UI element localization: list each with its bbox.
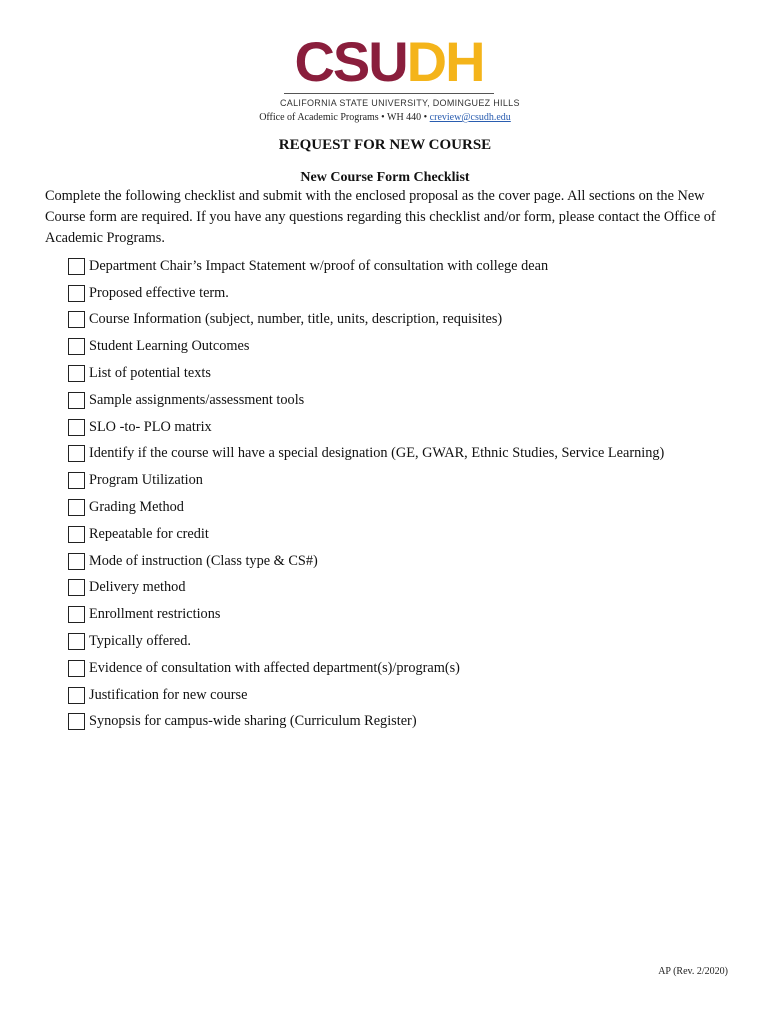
csudh-logo: [280, 30, 520, 108]
checklist-item-label: Identify if the course will have a special designation (GE, GWAR, Ethnic Studies, Service Learning): [89, 445, 665, 462]
checklist-item-label: Repeatable for credit: [89, 525, 209, 542]
checklist-item-label: Department Chair’s Impact Statement w/proof of consultation with college dean: [89, 257, 549, 274]
logo-csu-text: CSU: [294, 30, 407, 93]
logo-dh-text: DH: [406, 30, 484, 93]
checkbox[interactable]: [68, 687, 85, 704]
checkbox[interactable]: [68, 311, 85, 328]
checklist-item: [68, 494, 728, 521]
checklist-item: [68, 655, 728, 682]
checklist-item-label: SLO -to- PLO matrix: [89, 418, 212, 435]
page-title: REQUEST FOR NEW COURSE: [278, 137, 492, 153]
logo-wordmark: [280, 30, 498, 93]
logo-divider: [284, 93, 494, 94]
checklist-item: [68, 628, 728, 655]
checklist-item-label: Delivery method: [89, 579, 186, 596]
checklist-item-label: Course Information (subject, number, title, units, description, requisites): [89, 311, 503, 328]
checklist-item-label: Grading Method: [89, 499, 184, 516]
office-email-link[interactable]: creview@csudh.edu: [429, 112, 511, 123]
checklist-item: [68, 253, 728, 280]
checklist-item-label: Synopsis for campus-wide sharing (Curriculum Register): [89, 713, 417, 730]
checklist-item: [68, 387, 728, 414]
checkbox[interactable]: [68, 365, 85, 382]
checkbox[interactable]: [68, 579, 85, 596]
checklist-item: [68, 467, 728, 494]
checkbox[interactable]: [68, 419, 85, 436]
checkbox[interactable]: [68, 392, 85, 409]
checklist-item-label: Evidence of consultation with affected department(s)/program(s): [89, 659, 460, 676]
checklist-item-label: Typically offered.: [89, 633, 191, 650]
checklist-item-label: Justification for new course: [89, 686, 248, 703]
checklist-item-label: Sample assignments/assessment tools: [89, 391, 305, 408]
checkbox[interactable]: [68, 445, 85, 462]
checkbox[interactable]: [68, 258, 85, 275]
checkbox[interactable]: [68, 606, 85, 623]
checklist-item-label: List of potential texts: [89, 365, 211, 382]
checkbox[interactable]: [68, 553, 85, 570]
checklist-item-label: Student Learning Outcomes: [89, 338, 250, 355]
logo-university-name: CALIFORNIA STATE UNIVERSITY, DOMINGUEZ HILLS: [280, 98, 520, 108]
checklist-item-label: Proposed effective term.: [89, 284, 229, 301]
checklist-item: [68, 307, 728, 334]
checklist-item: [68, 360, 728, 387]
checkbox[interactable]: [68, 472, 85, 489]
checklist-item: [68, 414, 728, 441]
checklist-item: [68, 575, 728, 602]
checkbox[interactable]: [68, 713, 85, 730]
checklist-item: [68, 682, 728, 709]
checkbox[interactable]: [68, 526, 85, 543]
checkbox[interactable]: [68, 633, 85, 650]
checkbox[interactable]: [68, 338, 85, 355]
office-contact-line: [0, 112, 770, 123]
checklist-item: [68, 280, 728, 307]
checklist: [68, 253, 728, 735]
checklist-heading: New Course Form Checklist: [300, 170, 470, 185]
checkbox[interactable]: [68, 499, 85, 516]
revision-footer: AP (Rev. 2/2020): [658, 966, 728, 977]
checkbox[interactable]: [68, 285, 85, 302]
checklist-item-label: Program Utilization: [89, 472, 203, 489]
checkbox[interactable]: [68, 660, 85, 677]
checklist-item: [68, 441, 728, 468]
checklist-item: [68, 333, 728, 360]
checklist-item: [68, 601, 728, 628]
office-info-text: Office of Academic Programs • WH 440 •: [259, 112, 430, 123]
checklist-item: [68, 709, 728, 736]
checklist-item: [68, 521, 728, 548]
checklist-item: [68, 548, 728, 575]
checklist-item-label: Mode of instruction (Class type & CS#): [89, 552, 318, 569]
checklist-item-label: Enrollment restrictions: [89, 606, 221, 623]
instructions-paragraph: Complete the following checklist and submit with the enclosed proposal as the cover page. All sections on the New Course form are required. If you have any questions regarding this checklist and/or form, please contact the Office of Academic Programs.: [45, 188, 716, 246]
